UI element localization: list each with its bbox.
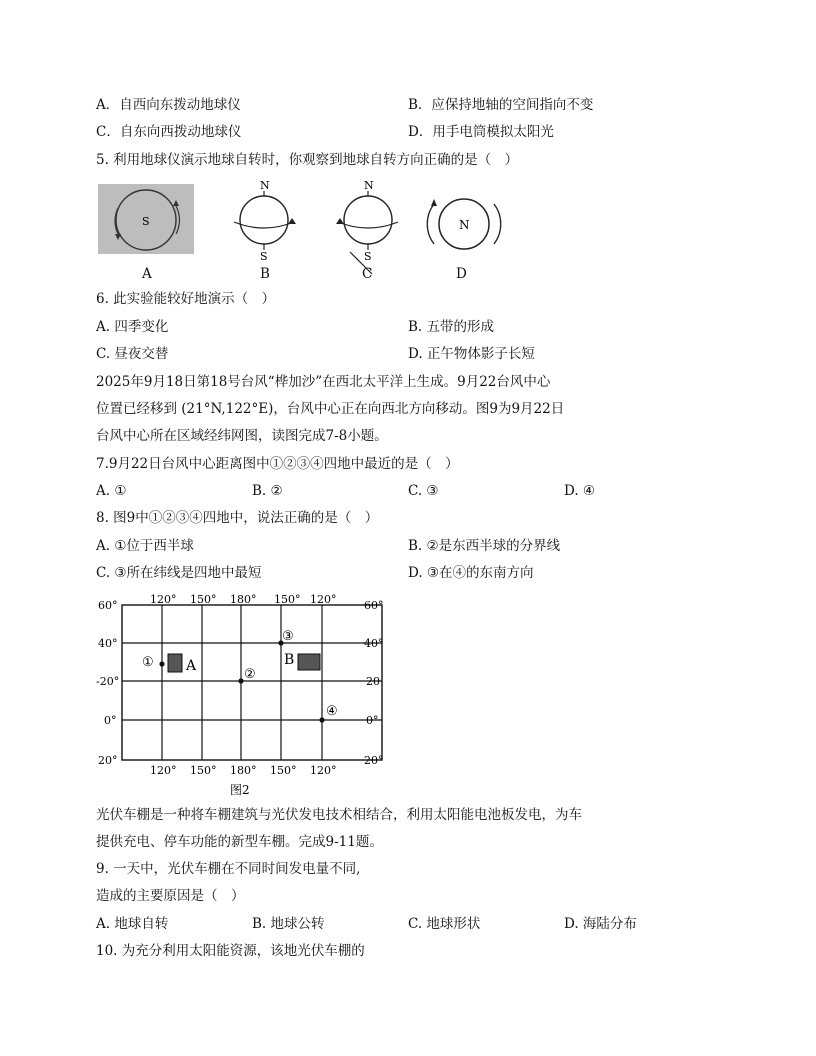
q5-figure-a-drawing	[98, 184, 194, 254]
q9-stem-line1: 9. 一天中，光伏车棚在不同时间发电量不同,	[96, 861, 361, 877]
q5-figure-b	[226, 176, 306, 262]
map-top-lon-3: 180°	[230, 593, 257, 606]
q5-figure-c	[332, 176, 412, 276]
q7-option-d: D. ④	[564, 483, 596, 499]
map-left-lat-4: 0°	[104, 714, 117, 727]
q8-option-d: D. ③在④的东南方向	[408, 565, 534, 581]
passage2-line2: 提供充电、停车功能的新型车棚。完成9-11题。	[96, 834, 383, 850]
map-left-lat-5: 20°	[98, 754, 118, 767]
map-right-lat-2: 40°	[364, 637, 384, 650]
map-bottom-lon-4: 150°	[270, 764, 297, 777]
map-point-3-label: ③	[282, 629, 294, 644]
q5-figure-c-north: N	[364, 179, 374, 192]
map-region-a-label: A	[186, 658, 197, 674]
map-top-lon-4: 150°	[274, 593, 301, 606]
q6-option-d: D. 正午物体影子长短	[408, 346, 535, 362]
q8-option-b: B. ②是东西半球的分界线	[408, 538, 561, 554]
q5-figure-c-south: S	[364, 250, 372, 263]
q7-option-b: B. ②	[252, 483, 283, 499]
q4-option-a: A．自西向东拨动地球仪	[96, 97, 241, 113]
map-top-lon-5: 120°	[310, 593, 337, 606]
map-right-lat-3: 20	[366, 675, 380, 688]
q5-label-b: B	[260, 266, 270, 282]
q5-figure-b-north: N	[260, 179, 270, 192]
passage1-line2: 位置已经移到 (21°N,122°E)，台风中心正在向西北方向移动。图9为9月22日	[96, 401, 565, 417]
q5-figure-d	[424, 184, 504, 260]
q4-option-d: D．用手电筒模拟太阳光	[408, 124, 554, 140]
map-region-a-shape	[168, 654, 182, 672]
q8-option-a: A. ①位于西半球	[96, 538, 194, 554]
map-top-lon-1: 120°	[150, 593, 177, 606]
map-bottom-lon-5: 120°	[310, 764, 337, 777]
map-bottom-lon-3: 180°	[230, 764, 257, 777]
q5-stem: 5. 利用地球仪演示地球自转时，你观察到地球自转方向正确的是（ ）	[96, 152, 519, 168]
map-bottom-lon-2: 150°	[190, 764, 217, 777]
passage2-line1: 光伏车棚是一种将车棚建筑与光伏发电技术相结合，利用太阳能电池板发电，为车	[96, 807, 582, 823]
q5-figure-d-pole: N	[459, 218, 470, 232]
q4-option-c: C．自东向西拨动地球仪	[96, 124, 242, 140]
map-point-1-label: ①	[142, 655, 154, 670]
q7-option-c: C. ③	[408, 483, 439, 499]
passage1-line1: 2025年9月18日第18号台风“桦加沙”在西北太平洋上生成。9月22台风中心	[96, 374, 551, 390]
map-region-b-shape	[298, 654, 320, 670]
map-point-2-dot	[238, 678, 243, 683]
map-point-2-label: ②	[244, 667, 256, 682]
map-left-lat-1: 60°	[98, 599, 118, 612]
q8-stem: 8. 图9中①②③④四地中，说法正确的是（ ）	[96, 510, 379, 526]
q9-option-b: B. 地球公转	[252, 916, 325, 932]
map-left-lat-2: 40°	[98, 637, 118, 650]
q9-stem-line2: 造成的主要原因是（ ）	[96, 888, 245, 904]
q6-option-a: A. 四季变化	[96, 319, 169, 335]
q5-label-d: D	[456, 266, 467, 282]
q6-option-b: B. 五带的形成	[408, 319, 495, 335]
q7-option-a: A. ①	[96, 483, 127, 499]
latlon-grid-map	[96, 590, 396, 800]
q10-stem: 10. 为充分利用太阳能资源，该地光伏车棚的	[96, 943, 365, 959]
map-point-1-dot	[159, 661, 164, 666]
map-right-lat-4: 0°	[366, 714, 379, 727]
q5-figure-a-pole: S	[142, 215, 150, 228]
map-bottom-lon-1: 120°	[150, 764, 177, 777]
q5-figure-b-south: S	[260, 250, 268, 262]
q5-label-c: C	[362, 266, 373, 282]
map-top-lon-2: 150°	[190, 593, 217, 606]
map-point-4-label: ④	[326, 704, 338, 719]
q9-option-c: C. 地球形状	[408, 916, 481, 932]
q9-option-d: D. 海陆分布	[564, 916, 637, 932]
map-right-lat-1: 60°	[364, 599, 384, 612]
q9-option-a: A. 地球自转	[96, 916, 169, 932]
q5-label-a: A	[142, 266, 152, 282]
q4-option-b: B．应保持地轴的空间指向不变	[408, 97, 594, 113]
q7-stem: 7.9月22日台风中心距离图中①②③④四地中最近的是（ ）	[96, 456, 459, 472]
map-left-lat-3: -20°	[96, 675, 120, 688]
map-right-lat-5: 20°	[364, 754, 384, 767]
map-point-4-dot	[319, 717, 324, 722]
map-region-b-label: B	[284, 652, 295, 668]
q8-option-c: C. ③所在纬线是四地中最短	[96, 565, 262, 581]
q5-figure-a	[98, 184, 194, 254]
q6-stem: 6. 此实验能较好地演示（ ）	[96, 291, 276, 307]
passage1-line3: 台风中心所在区域经纬网图，读图完成7-8小题。	[96, 428, 388, 444]
q6-option-c: C. 昼夜交替	[96, 346, 169, 362]
map-caption: 图2	[230, 783, 250, 797]
